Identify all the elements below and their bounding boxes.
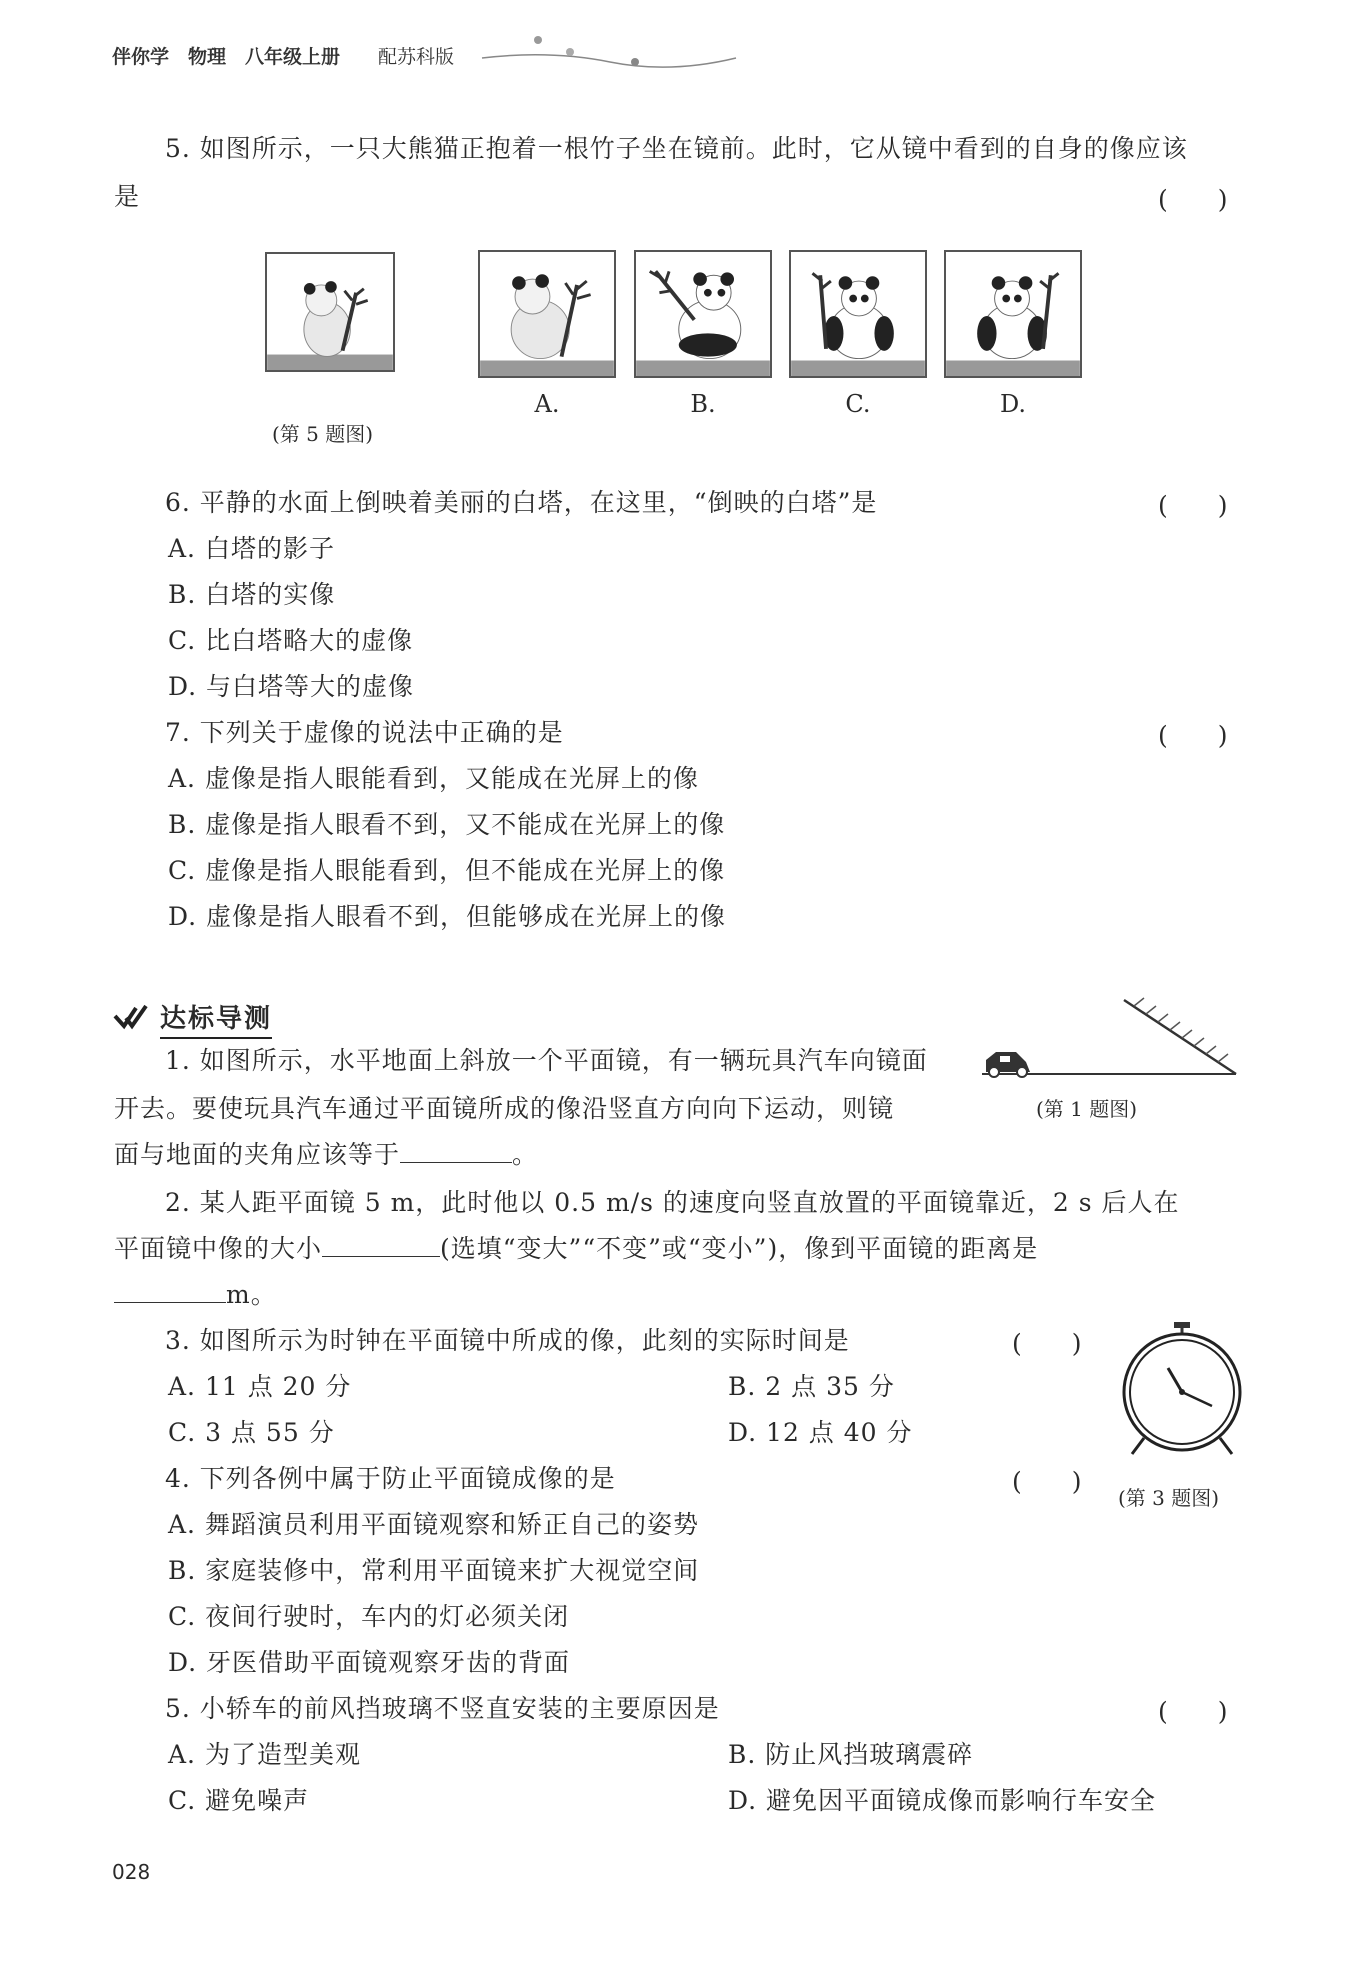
panda-option-d-figure — [944, 250, 1082, 378]
s2-q2-distance-blank[interactable] — [114, 1278, 226, 1303]
q5-answer-paren: ( ) — [1158, 185, 1228, 214]
q5-line1: 5. 如图所示，一只大熊猫正抱着一根竹子坐在镜前。此时，它从镜中看到的自身的像应该 — [165, 134, 1188, 163]
s2-q1-line3 — [114, 1138, 538, 1172]
s2-q2-line2-pre: 平面镜中像的大小 — [114, 1234, 323, 1263]
q5-option-c-label: C. — [845, 390, 871, 418]
s2-q5-option-c: C. 避免噪声 — [168, 1786, 310, 1815]
s2-q5-answer-paren: ( ) — [1158, 1697, 1228, 1726]
q6-stem: 6. 平静的水面上倒映着美丽的白塔，在这里，“倒映的白塔”是 — [165, 488, 878, 517]
checkmark-icon — [112, 1002, 150, 1032]
s2-q3-option-c: C. 3 点 55 分 — [168, 1418, 335, 1447]
panda-original-figure — [265, 252, 395, 372]
s2-q2-size-blank[interactable] — [322, 1232, 440, 1257]
s2-q4-option-b: B. 家庭装修中，常利用平面镜来扩大视觉空间 — [168, 1556, 700, 1585]
s2-q5-option-d: D. 避免因平面镜成像而影响行车安全 — [728, 1786, 1157, 1815]
clock-figure — [1118, 1318, 1248, 1458]
s2-q4-stem: 4. 下列各例中属于防止平面镜成像的是 — [165, 1464, 616, 1493]
q7-option-b: B. 虚像是指人眼看不到，又不能成在光屏上的像 — [168, 810, 726, 839]
car-mirror-figure — [978, 990, 1240, 1080]
panda-option-a-figure — [478, 250, 616, 378]
s2-q1-answer-blank[interactable] — [400, 1138, 512, 1163]
q5-figure-caption: (第 5 题图) — [272, 422, 374, 446]
panda-option-b-figure — [634, 250, 772, 378]
s2-q5-option-a: A. 为了造型美观 — [168, 1740, 361, 1769]
q5-option-d-label: D. — [999, 390, 1026, 418]
q6-option-d: D. 与白塔等大的虚像 — [168, 672, 415, 701]
s2-q5-stem: 5. 小轿车的前风挡玻璃不竖直安装的主要原因是 — [165, 1694, 720, 1723]
q5-line2: 是 — [114, 182, 141, 211]
s2-q3-answer-paren: ( ) — [1012, 1329, 1082, 1358]
s2-q2-line3-post: m。 — [226, 1280, 277, 1309]
s2-q4-answer-paren: ( ) — [1012, 1467, 1082, 1496]
q6-option-c: C. 比白塔略大的虚像 — [168, 626, 414, 655]
s2-q3-option-a: A. 11 点 20 分 — [168, 1372, 352, 1401]
q6-option-a: A. 白塔的影子 — [168, 534, 335, 563]
s2-q5-option-b: B. 防止风挡玻璃震碎 — [728, 1740, 974, 1769]
q7-stem: 7. 下列关于虚像的说法中正确的是 — [165, 718, 564, 747]
section-title: 达标导测 — [160, 998, 272, 1039]
s2-q4-option-d: D. 牙医借助平面镜观察牙齿的背面 — [168, 1648, 571, 1677]
header-decoration — [480, 28, 740, 72]
q5-option-a-label: A. — [534, 390, 560, 418]
s2-q1-line1: 1. 如图所示，水平地面上斜放一个平面镜，有一辆玩具汽车向镜面 — [165, 1046, 928, 1075]
s2-q2-line2-post: (选填“变大”“不变”或“变小”)，像到平面镜的距离是 — [440, 1234, 1039, 1263]
q7-option-d: D. 虚像是指人眼看不到，但能够成在光屏上的像 — [168, 902, 727, 931]
s2-q2-line1: 2. 某人距平面镜 5 m，此时他以 0.5 m/s 的速度向竖直放置的平面镜靠近，2 s 后人在 — [165, 1188, 1180, 1217]
s2-q3-option-b: B. 2 点 35 分 — [728, 1372, 895, 1401]
s2-q1-line3-text: 面与地面的夹角应该等于 — [114, 1140, 401, 1169]
header-edition: 配苏科版 — [378, 46, 455, 68]
page-number: 028 — [112, 1860, 151, 1884]
s2-q2-line2 — [114, 1232, 1038, 1266]
panda-option-c-figure — [789, 250, 927, 378]
s2-q2-line3 — [114, 1278, 277, 1312]
q7-answer-paren: ( ) — [1158, 721, 1228, 750]
header-title: 伴你学 物理 八年级上册 — [112, 46, 341, 68]
q7-option-c: C. 虚像是指人眼能看到，但不能成在光屏上的像 — [168, 856, 726, 885]
s2-q3-option-d: D. 12 点 40 分 — [728, 1418, 913, 1447]
s2-q3-caption: (第 3 题图) — [1118, 1486, 1220, 1510]
s2-q1-line2: 开去。要使玩具汽车通过平面镜所成的像沿竖直方向向下运动，则镜 — [114, 1094, 895, 1123]
s2-q4-option-a: A. 舞蹈演员利用平面镜观察和矫正自己的姿势 — [168, 1510, 699, 1539]
s2-q4-option-c: C. 夜间行驶时，车内的灯必须关闭 — [168, 1602, 570, 1631]
q7-option-a: A. 虚像是指人眼能看到，又能成在光屏上的像 — [168, 764, 699, 793]
q6-answer-paren: ( ) — [1158, 491, 1228, 520]
s2-q1-line3-end: 。 — [512, 1140, 539, 1169]
s2-q1-caption: (第 1 题图) — [1036, 1097, 1138, 1121]
q6-option-b: B. 白塔的实像 — [168, 580, 336, 609]
s2-q3-stem: 3. 如图所示为时钟在平面镜中所成的像，此刻的实际时间是 — [165, 1326, 850, 1355]
q5-option-b-label: B. — [690, 390, 716, 418]
